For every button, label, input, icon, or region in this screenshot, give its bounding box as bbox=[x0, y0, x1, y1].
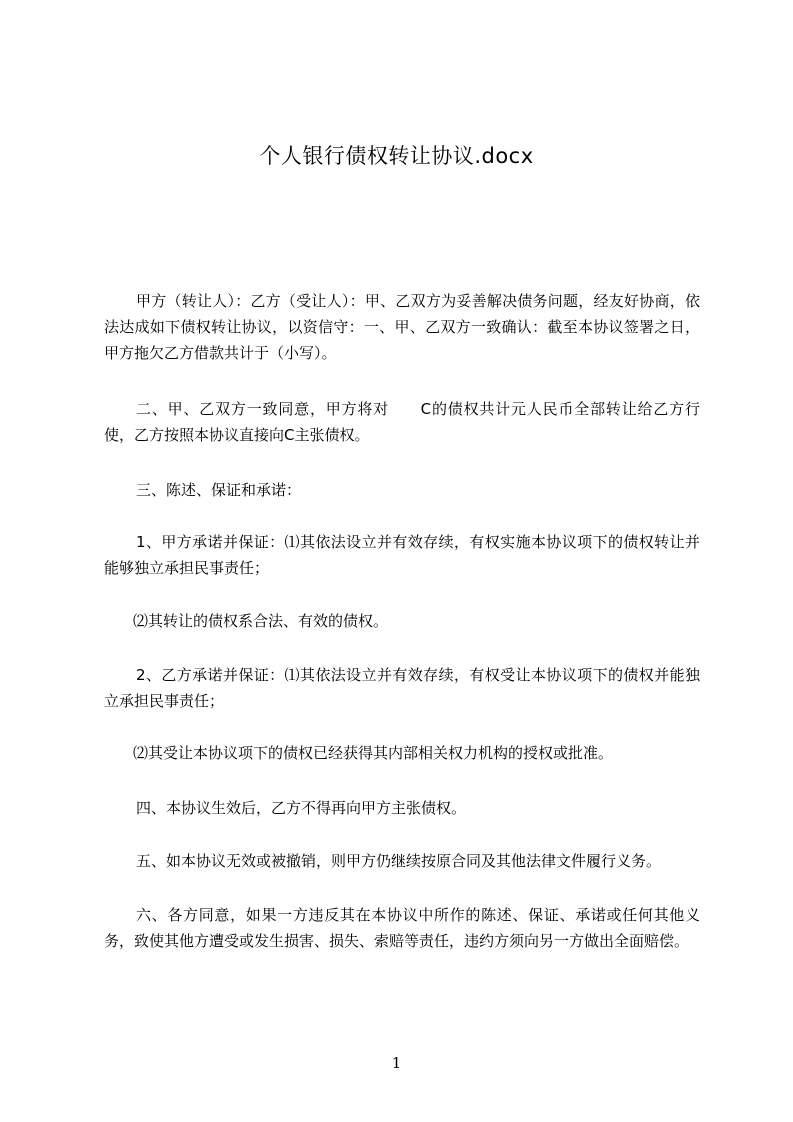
paragraph-article-4: 四、本协议生效后，乙方不得再向甲方主张债权。 bbox=[136, 799, 467, 817]
paragraph-article-3-heading: 三、陈述、保证和承诺： bbox=[136, 481, 302, 499]
paragraph-party-b-warranty: 2、乙方承诺并保证：⑴其依法设立并有效存续，有权受让本协议项下的债权并能独立承担民事责任； bbox=[104, 666, 700, 710]
paragraph-article-2: 二、甲、乙双方一致同意，甲方将对 C的债权共计元人民币全部转让给乙方行使，乙方按照本协议直接向C主张债权。 bbox=[104, 400, 700, 444]
paragraph-article-6: 六、各方同意，如果一方违反其在本协议中所作的陈述、保证、承诺或任何其他义务，致使其他方遭受或发生损害、损失、索赔等责任，违约方须向另一方做出全面赔偿。 bbox=[104, 906, 700, 950]
paragraph-party-a-warranty: 1、甲方承诺并保证：⑴其依法设立并有效存续，有权实施本协议项下的债权转让并能够独立承担民事责任； bbox=[104, 533, 700, 577]
paragraph-article-5: 五、如本协议无效或被撤销，则甲方仍继续按原合同及其他法律文件履行义务。 bbox=[136, 852, 662, 870]
page-number: 1 bbox=[391, 1054, 402, 1072]
document-title: 个人银行债权转让协议.docx bbox=[259, 144, 534, 168]
paragraph-parties: 甲方（转让人）：乙方（受让人）：甲、乙双方为妥善解决债务问题，经友好协商，依法达成如下债权转让协议，以资信守：一、甲、乙双方一致确认：截至本协议签署之日，甲方拖欠乙方借款共计于（小写）。 bbox=[104, 292, 700, 362]
paragraph-party-a-warranty-2: ⑵其转让的债权系合法、有效的债权。 bbox=[133, 612, 389, 630]
paragraph-party-b-warranty-2: ⑵其受让本协议项下的债权已经获得其内部相关权力机构的授权或批准。 bbox=[133, 744, 614, 762]
